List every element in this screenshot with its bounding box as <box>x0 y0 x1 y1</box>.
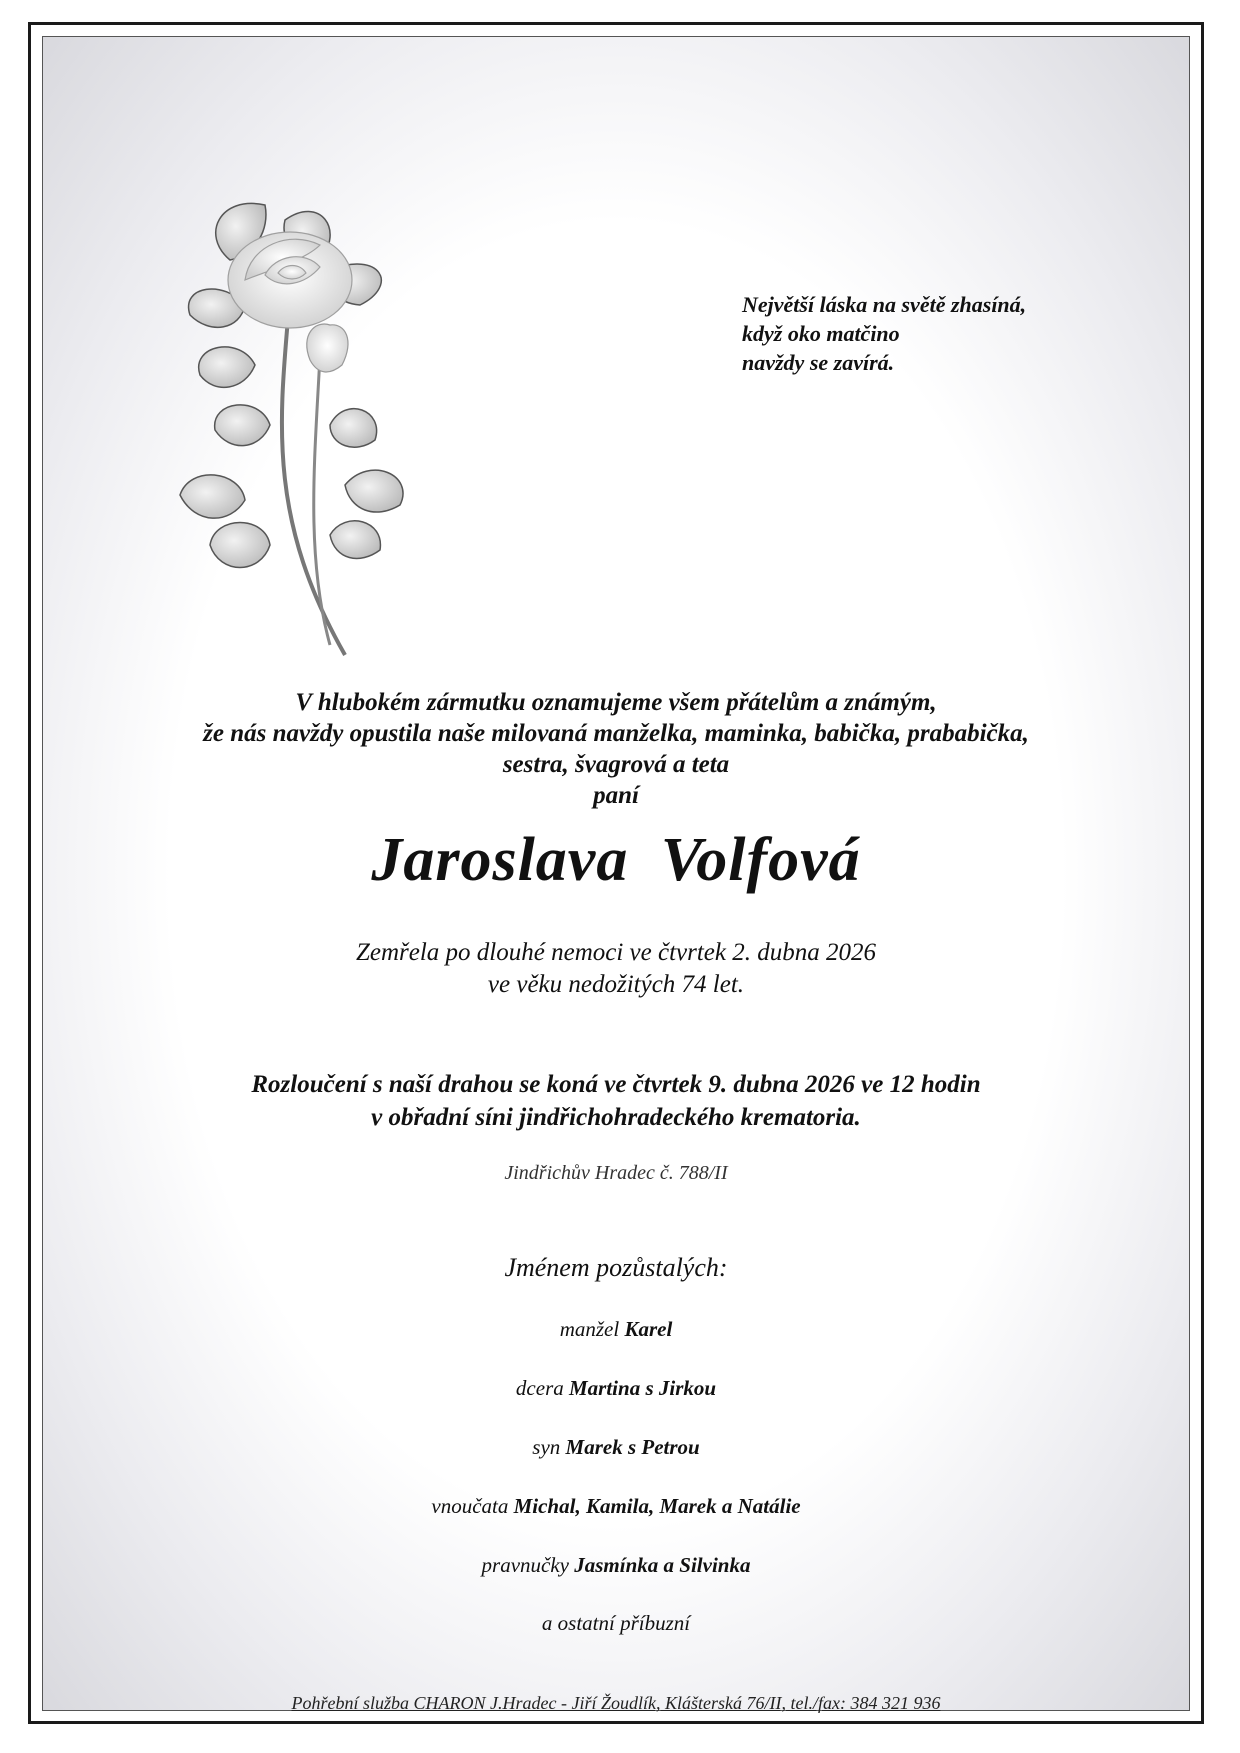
motto-quote <box>742 290 1102 377</box>
death-line: ve věku nedožitých 74 let. <box>487 971 745 998</box>
death-line: Zemřela po dlouhé nemoci ve čtvrtek 2. dubna 2026 <box>355 939 876 966</box>
relative-relation: syn <box>532 1435 561 1459</box>
motto-line: když oko matčino <box>742 321 900 346</box>
relative-row <box>42 1611 1190 1636</box>
death-notice <box>42 937 1190 1001</box>
relative-row <box>42 1553 1190 1578</box>
motto-line: navždy se zavírá. <box>742 350 895 375</box>
survivors-title: Jménem pozůstalých: <box>504 1253 728 1282</box>
farewell-line: Rozloučení s naší drahou se koná ve čtvrtek 9. dubna 2026 ve 12 hodin <box>251 1071 981 1098</box>
relative-names: Michal, Kamila, Marek a Natálie <box>513 1494 801 1518</box>
deceased-address: Jindřichův Hradec č. 788/II <box>504 1162 728 1184</box>
relative-relation: pravnučky <box>481 1553 569 1577</box>
relative-relation: dcera <box>515 1376 564 1400</box>
relative-names: Marek s Petrou <box>565 1435 700 1459</box>
farewell-line: v obřadní síni jindřichohradeckého krematoria. <box>371 1104 861 1131</box>
deceased-name: Jaroslava Volfová <box>371 826 861 894</box>
relative-row <box>42 1435 1190 1460</box>
relative-row <box>42 1494 1190 1519</box>
intro-line: paní <box>593 782 639 809</box>
relative-row <box>42 1317 1190 1342</box>
funeral-service-footer: Pohřební služba CHARON J.Hradec - Jiří Žoudlík, Klášterská 76/II, tel./fax: 384 321 936 <box>291 1693 941 1713</box>
relative-relation: manžel <box>559 1317 620 1341</box>
relative-names: Martina s Jirkou <box>569 1376 717 1400</box>
rose-icon <box>170 175 460 670</box>
relative-relation: a ostatní příbuzní <box>541 1611 691 1635</box>
intro-line: V hlubokém zármutku oznamujeme všem přátelům a známým, <box>295 689 937 716</box>
motto-line: Největší láska na světě zhasíná, <box>742 292 1027 317</box>
intro-line: že nás navždy opustila naše milovaná manželka, maminka, babička, prababička, <box>203 720 1029 747</box>
relative-relation: vnoučata <box>431 1494 509 1518</box>
announcement-intro <box>42 687 1190 811</box>
farewell-notice <box>42 1068 1190 1134</box>
relative-row <box>42 1376 1190 1401</box>
intro-line: sestra, švagrová a teta <box>502 751 730 778</box>
relative-names: Karel <box>624 1317 673 1341</box>
relative-names: Jasmínka a Silvinka <box>574 1553 751 1577</box>
